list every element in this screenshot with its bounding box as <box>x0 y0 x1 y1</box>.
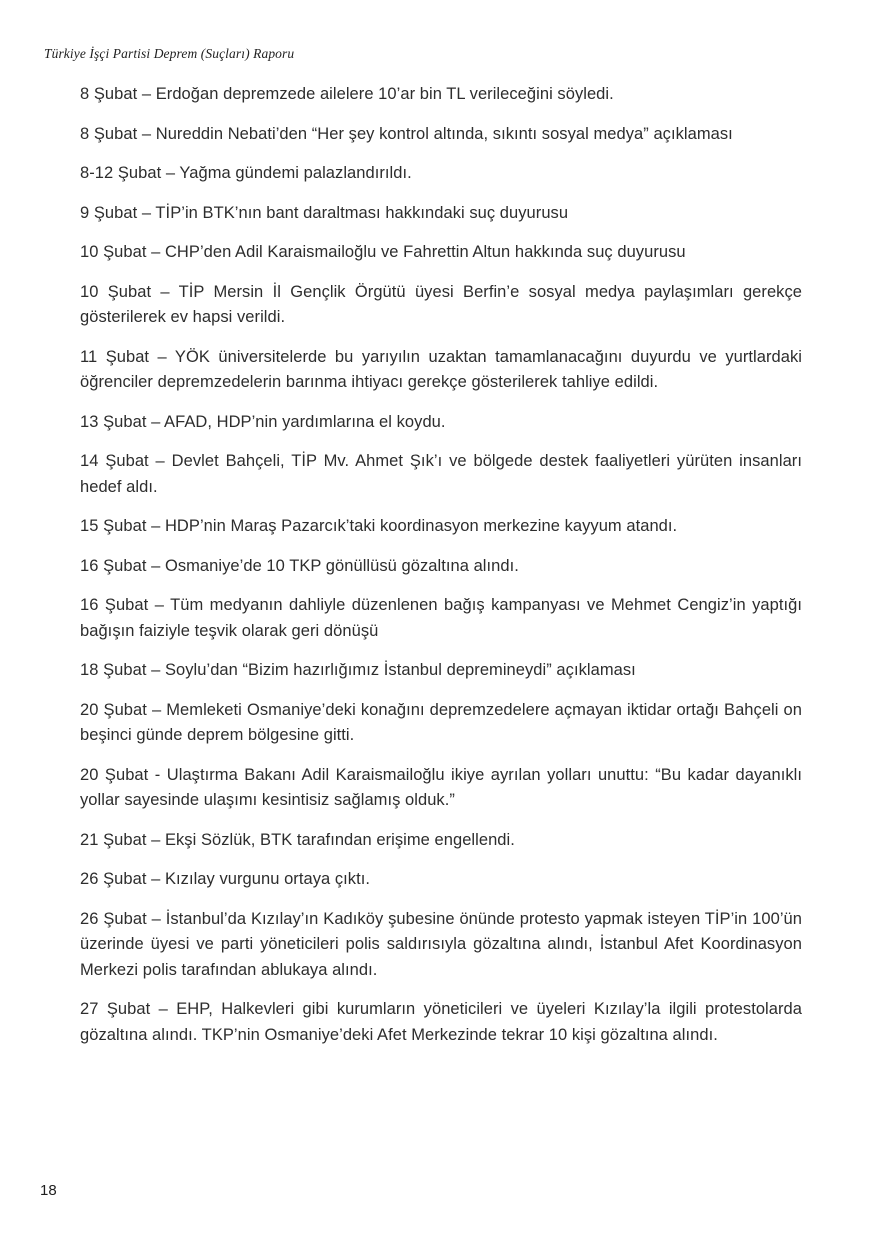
event-paragraph: 11 Şubat – YÖK üniversitelerde bu yarıyılın uzaktan tamamlanacağını duyurdu ve yurtlardaki öğrenciler depremzedelerin barınma ihtiyacı gerekçe gösterilerek tahliye edildi. <box>80 347 802 391</box>
event-paragraph: 20 Şubat - Ulaştırma Bakanı Adil Karaismailoğlu ikiye ayrılan yolları unuttu: “Bu kadar dayanıklı yollar sayesinde ulaşımı kesintisiz sağlamış olduk.” <box>80 765 802 809</box>
event-paragraph: 9 Şubat – TİP’in BTK’nın bant daraltması hakkındaki suç duyurusu <box>80 203 569 222</box>
event-paragraph: 8 Şubat – Nureddin Nebati’den “Her şey kontrol altında, sıkıntı sosyal medya” açıklaması <box>80 124 733 143</box>
event-paragraph: 8-12 Şubat – Yağma gündemi palazlandırıldı. <box>80 164 412 182</box>
event-paragraph: 26 Şubat – Kızılay vurgunu ortaya çıktı. <box>80 870 370 888</box>
event-paragraph: 16 Şubat – Tüm medyanın dahliyle düzenlenen bağış kampanyası ve Mehmet Cengiz’in yaptığı bağışın faiziyle teşvik olarak geri dönüşü <box>80 596 802 640</box>
event-paragraph: 10 Şubat – CHP’den Adil Karaismailoğlu ve Fahrettin Altun hakkında suç duyurusu <box>80 243 686 261</box>
event-paragraph: 26 Şubat – İstanbul’da Kızılay’ın Kadıköy şubesine önünde protesto yapmak isteyen TİP’in 100’ün üzerinde üyesi ve parti yöneticileri polis saldırısıyla gözaltına alındı, İstanbul Afet Koordinasyon Merkezi polis tarafından ablukaya alındı. <box>80 909 802 979</box>
event-paragraph: 10 Şubat – TİP Mersin İl Gençlik Örgütü üyesi Berfin’e sosyal medya paylaşımları gerekçe gösterilerek ev hapsi verildi. <box>80 282 802 326</box>
event-paragraph: 21 Şubat – Ekşi Sözlük, BTK tarafından erişime engellendi. <box>80 830 515 849</box>
event-list <box>80 82 802 1062</box>
event-paragraph: 15 Şubat – HDP’nin Maraş Pazarcık’taki koordinasyon merkezine kayyum atandı. <box>80 517 678 535</box>
event-paragraph: 16 Şubat – Osmaniye’de 10 TKP gönüllüsü gözaltına alındı. <box>80 556 519 575</box>
event-paragraph: 8 Şubat – Erdoğan depremzede ailelere 10’ar bin TL verileceğini söyledi. <box>80 85 614 103</box>
event-paragraph: 13 Şubat – AFAD, HDP’nin yardımlarına el koydu. <box>80 412 446 431</box>
event-paragraph: 18 Şubat – Soylu’dan “Bizim hazırlığımız İstanbul depremineydi” açıklaması <box>80 661 636 679</box>
event-paragraph: 14 Şubat – Devlet Bahçeli, TİP Mv. Ahmet Şık’ı ve bölgede destek faaliyetleri yürüten insanları hedef aldı. <box>80 452 802 496</box>
page-number: 18 <box>40 1182 57 1199</box>
event-paragraph: 27 Şubat – EHP, Halkevleri gibi kurumların yöneticileri ve üyeleri Kızılay’la ilgili protestolarda gözaltına alındı. TKP’nin Osmaniye’deki Afet Merkezinde tekrar 10 kişi gözaltına alındı. <box>80 1000 802 1044</box>
event-paragraph: 20 Şubat – Memleketi Osmaniye’deki konağını depremzedelere açmayan iktidar ortağı Bahçeli on beşinci günde deprem bölgesine gitti. <box>80 700 802 744</box>
running-header: Türkiye İşçi Partisi Deprem (Suçları) Raporu <box>44 46 295 61</box>
